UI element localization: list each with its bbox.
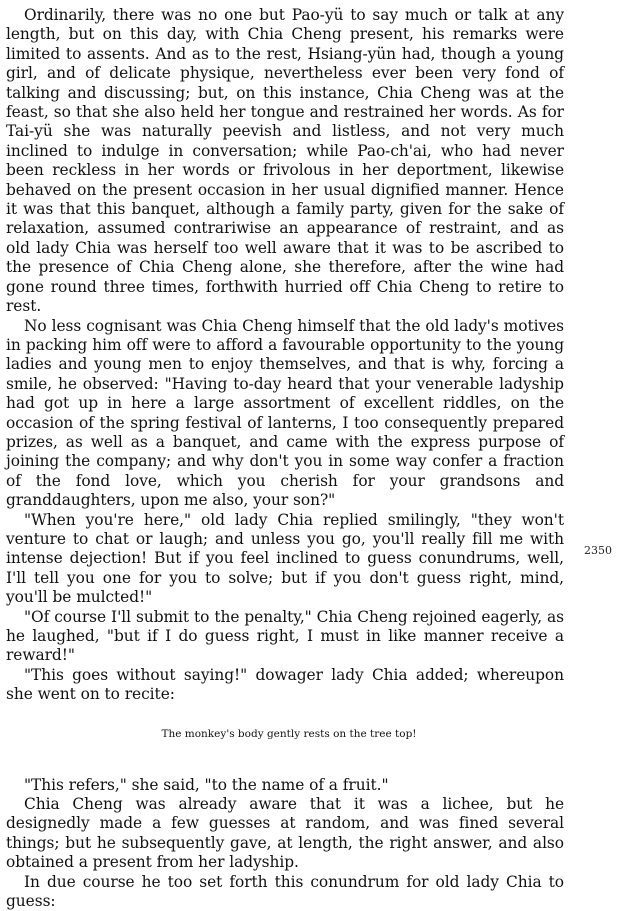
paragraph-1: Ordinarily, there was no one but Pao-yü to say much or talk at any length, but on this day, with Chia Cheng present, his remarks were limited to assents. And as to the rest, Hsiang-yün had, though a young girl, and of delicate physique, nevertheless ever been very fond of talking and discussing; but, on this instance, Chia Cheng was at the feast, so that she also held her tongue and restrained her words. As for Tai-yü she was naturally peevish and listless, and not very much inclined to indulge in conversation; while Pao-ch'ai, who had never been reckless in her words or frivolous in her deportment, likewise behaved on the present occasion in her usual dignified manner. Hence it was that this banquet, although a family party, given for the sake of relaxation, assumed contrariwise an appearance of restraint, and as old lady Chia was herself too well aware that it was to be ascribed to the presence of Chia Cheng alone, she therefore, after the wine had gone round three times, forthwith hurried off Chia Cheng to retire to rest. (6, 6, 564, 316)
paragraph-6: "This refers," she said, "to the name of a fruit." (24, 775, 389, 794)
page-number: 2350 (584, 544, 612, 557)
paragraph-5: "This goes without saying!" dowager lady Chia added; whereupon she went on to recite: (6, 665, 564, 704)
page-body (6, 6, 564, 911)
paragraph-2: No less cognisant was Chia Cheng himself that the old lady's motives in packing him off were to afford a favourable opportunity to the young ladies and young men to enjoy themselves, and that is why, forcing a smile, he observed: "Having to-day heard that your venerable ladyship had got up in here a large assortment of excellent riddles, on the occasion of the spring festival of lanterns, I too consequently prepared prizes, as well as a banquet, and came with the express purpose of joining the company; and why don't you in some way confer a fraction of the fond love, which you cherish for your grandsons and granddaughters, upon me also, your son?" (6, 316, 564, 510)
paragraph-7: Chia Cheng was already aware that it was a lichee, but he designedly made a few guesses at random, and was fined several things; but he subsequently gave, at length, the right answer, and also obtained a present from her ladyship. (6, 795, 564, 872)
paragraph-4: "Of course I'll submit to the penalty," Chia Cheng rejoined eagerly, as he laughed, "but if I do guess right, I must in like manner receive a reward!" (6, 607, 564, 665)
paragraph-8: In due course he too set forth this conundrum for old lady Chia to guess: (6, 872, 564, 911)
verse-line: The monkey's body gently rests on the tree top! (161, 727, 417, 740)
paragraph-3: "When you're here," old lady Chia replied smilingly, "they won't venture to chat or laugh; and unless you go, you'll really fill me with intense dejection! But if you feel inclined to guess conundrums, well, I'll tell you one for you to solve; but if you don't guess right, mind, you'll be mulcted!" (6, 510, 564, 607)
